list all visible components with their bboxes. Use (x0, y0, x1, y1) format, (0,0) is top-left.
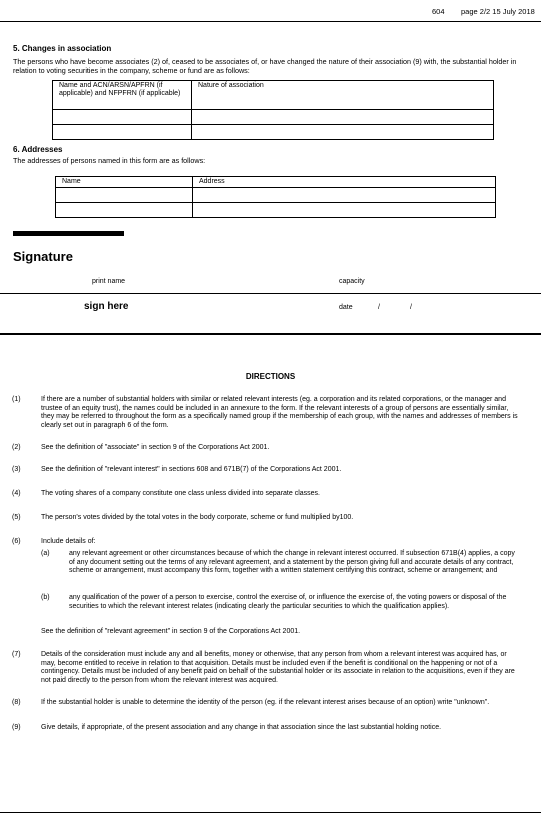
addresses-table (55, 176, 496, 218)
section-5-title: 5. Changes in association (13, 44, 112, 53)
direction-number: (7) (12, 651, 21, 658)
direction-number: (8) (12, 699, 21, 706)
sub-direction-number: (a) (41, 550, 50, 557)
direction-number: (6) (12, 538, 21, 545)
direction-text: If there are a number of substantial holders with similar or related relevant interests (eg. a corporation and its related corporations, or the manager and trustee of an equity trust), the names could be included in an annexure to the form. If the relevant interests of a group of persons are essentially similar, they may be referred to throughout the form as a specifically named group if the membership of each group, with the names and addresses of members is clearly set out in paragraph 6 of the form. (41, 396, 518, 429)
direction-text: The voting shares of a company constitute one class unless divided into separate classes. (41, 490, 320, 497)
directions-title: DIRECTIONS (245, 372, 296, 381)
associations-table (52, 80, 494, 140)
signature-title: Signature (13, 249, 73, 264)
capacity-label: capacity (339, 278, 365, 285)
page-info: page 2/2 15 July 2018 (461, 7, 535, 16)
addresses-cell[interactable] (193, 203, 496, 218)
direction-number: (4) (12, 490, 21, 497)
date-slash: / (410, 304, 412, 311)
associations-col-nature: Nature of association (192, 81, 494, 110)
direction-number: (2) (12, 444, 21, 451)
direction-text: See the definition of "associate" in section 9 of the Corporations Act 2001. (41, 444, 270, 451)
sub-direction-number: (b) (41, 594, 50, 601)
direction-text: Give details, if appropriate, of the present association and any change in that association since the last substantial holding notice. (41, 724, 442, 731)
addresses-col-name: Name (56, 177, 193, 188)
sub-direction-text: any relevant agreement or other circumstances because of which the change in relevant interest occurred. If subsection 671B(4) applies, a copy of any document setting out the terms of any relevant agreement, and a statement by the person giving full and accurate details of any contract, scheme or arrangement, must accompany this form, together with a written statement certifying this contract, scheme or arrangement; and (69, 550, 515, 575)
addresses-cell[interactable] (56, 203, 193, 218)
direction-text: If the substantial holder is unable to determine the identity of the person (eg. if the relevant interest arises because of an option) write "unknown". (41, 699, 490, 706)
header-rule (0, 21, 541, 22)
direction-number: (3) (12, 466, 21, 473)
section-6-description: The addresses of persons named in this form are as follows: (13, 156, 206, 165)
direction-number: (5) (12, 514, 21, 521)
sub-direction-text: any qualification of the power of a person to exercise, control the exercise of, or influence the exercise of, the voting powers or disposal of the securities to which the relevant interest relates (indicating clearly the particular securities to which the qualification applies). (69, 594, 507, 610)
footer-rule (0, 812, 541, 813)
section-5-description: The persons who have become associates (2) of, ceased to be associates of, or have changed the nature of their association (9) with, the substantial holder in relation to voting securities in the company, scheme or fund are as follows: (13, 57, 517, 75)
addresses-col-address: Address (193, 177, 496, 188)
date-slash: / (378, 304, 380, 311)
associations-cell[interactable] (192, 125, 494, 140)
associations-col-name: Name and ACN/ARSN/APFRN (if applicable) and NFPFRN (if applicable) (53, 81, 192, 110)
signature-bar (13, 231, 124, 236)
direction-note: See the definition of "relevant agreement" in section 9 of the Corporations Act 2001. (41, 628, 301, 635)
direction-number: (1) (12, 396, 21, 403)
direction-text: Include details of: (41, 538, 96, 545)
print-name-rule (0, 293, 541, 294)
date-label: date (339, 304, 353, 311)
direction-number: (9) (12, 724, 21, 731)
associations-cell[interactable] (53, 125, 192, 140)
direction-text: See the definition of "relevant interest" in sections 608 and 671B(7) of the Corporations Act 2001. (41, 466, 342, 473)
print-name-label: print name (92, 278, 126, 285)
direction-text: Details of the consideration must include any and all benefits, money or otherwise, that any person from whom a relevant interest was acquired has, or may, become entitled to receive in relation to that acquisition. Details must be included even if the benefit is conditional on the happening or not of a contingency. Details must be included of any benefit paid on behalf of the substantial holder or its associate in relation to the acquisitions, even if they are not paid directly to the person from whom the relevant interest was acquired. (41, 651, 515, 684)
form-number: 604 (432, 7, 445, 16)
sign-here-label: sign here (84, 301, 129, 312)
section-6-title: 6. Addresses (13, 145, 63, 154)
direction-text: The person's votes divided by the total votes in the body corporate, scheme or fund multiplied by100. (41, 514, 354, 521)
associations-cell[interactable] (53, 110, 192, 125)
associations-cell[interactable] (192, 110, 494, 125)
signature-rule (0, 333, 541, 335)
addresses-cell[interactable] (56, 188, 193, 203)
addresses-cell[interactable] (193, 188, 496, 203)
